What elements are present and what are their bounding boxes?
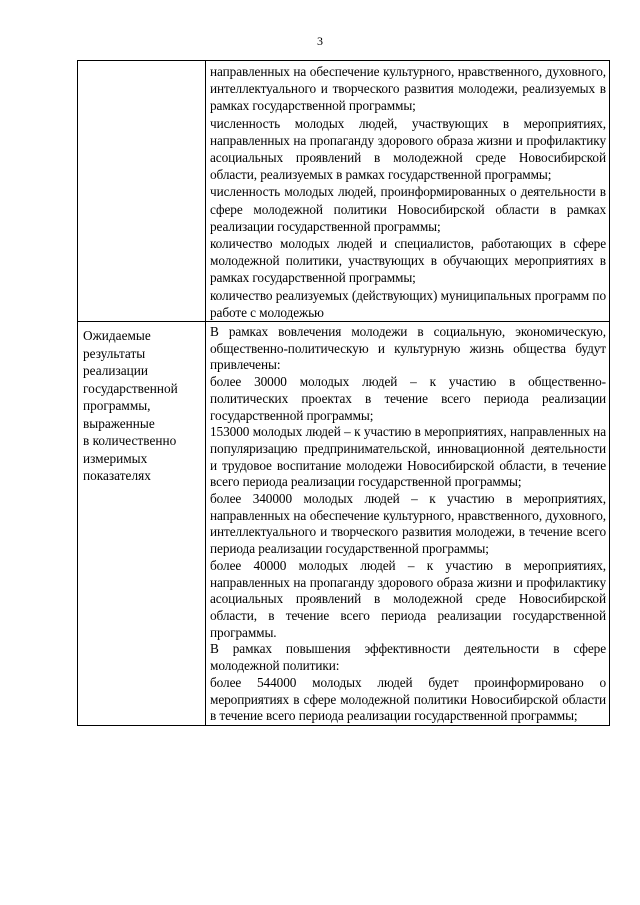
result-paragraph: более 544000 молодых людей будет проинформировано о мероприятиях в сфере молодежной политики Новосибирской области в течение всего периода реализации государственной программы;: [210, 674, 606, 724]
indicator-paragraph: численность молодых людей, участвующих в мероприятиях, направленных на пропаганду здорового образа жизни и профилактику асоциальных проявлений в молодежной среде Новосибирской области, реализуемых в рамках государственной программы;: [210, 115, 606, 183]
row-content: [206, 61, 609, 321]
row-content-cell: [206, 61, 610, 322]
label-line: государственной: [83, 380, 178, 396]
row-content-cell: [206, 322, 610, 726]
label-line: выраженные: [83, 415, 155, 431]
indicator-paragraph: численность молодых людей, проинформированных о деятельности в сфере молодежной политики Новосибирской области в рамках реализации государственной программы;: [210, 184, 606, 234]
label-line: результаты: [83, 345, 146, 361]
indicator-paragraph: количество молодых людей и специалистов, работающих в сфере молодежной политики, участвующих в обучающих мероприятиях в рамках государственной программы;: [210, 236, 606, 286]
label-line: показателях: [83, 468, 151, 484]
label-line: программы,: [83, 398, 151, 414]
indicator-paragraph: направленных на обеспечение культурного, нравственного, духовного, интеллектуального и творческого развития молодежи, реализуемых в рамках государственной программы;: [210, 64, 606, 114]
result-paragraph: более 30000 молодых людей – к участию в общественно-политических проектах в течение всего периода реализации государственной программы;: [210, 374, 606, 423]
result-paragraph: В рамках повышения эффективности деятельности в сфере молодежной политики:: [210, 641, 606, 674]
result-paragraph: В рамках вовлечения молодежи в социальную, экономическую, общественно-политическую и культурную жизнь общества будут привлечены:: [210, 324, 606, 373]
indicator-paragraph: количество реализуемых (действующих) муниципальных программ по работе с молодежью: [210, 287, 606, 320]
label-line: Ожидаемые: [83, 328, 151, 344]
table-row-expected-results: [78, 322, 610, 726]
label-line: измеримых: [83, 450, 148, 466]
label-line: в количественно: [83, 433, 177, 449]
label-line: реализации: [83, 363, 148, 379]
program-passport-table: [77, 60, 610, 726]
result-paragraph: 153000 молодых людей – к участию в мероприятиях, направленных на популяризацию предпринимательской, инновационной деятельности и трудовое воспитание молодежи Новосибирской области, в течение всего периода реализации государственной программы;: [210, 424, 606, 490]
result-paragraph: более 40000 молодых людей – к участию в мероприятиях, направленных на пропаганду здорового образа жизни и профилактику асоциальных проявлений в молодежной среде Новосибирской области, в течение всего периода реализации государственной программы.: [210, 557, 606, 640]
row-content: [206, 322, 609, 725]
table-row-indicators: [78, 61, 610, 322]
row-label-cell: [78, 61, 206, 322]
row-label: [78, 322, 205, 485]
row-label: [78, 61, 205, 66]
page-number: 3: [317, 34, 323, 48]
row-label-cell: [78, 322, 206, 726]
result-paragraph: более 340000 молодых людей – к участию в мероприятиях, направленных на обеспечение культурного, нравственного, духовного, интеллектуального и творческого развития молодежи, в течение всего периода реализации государственной программы;: [210, 491, 606, 557]
